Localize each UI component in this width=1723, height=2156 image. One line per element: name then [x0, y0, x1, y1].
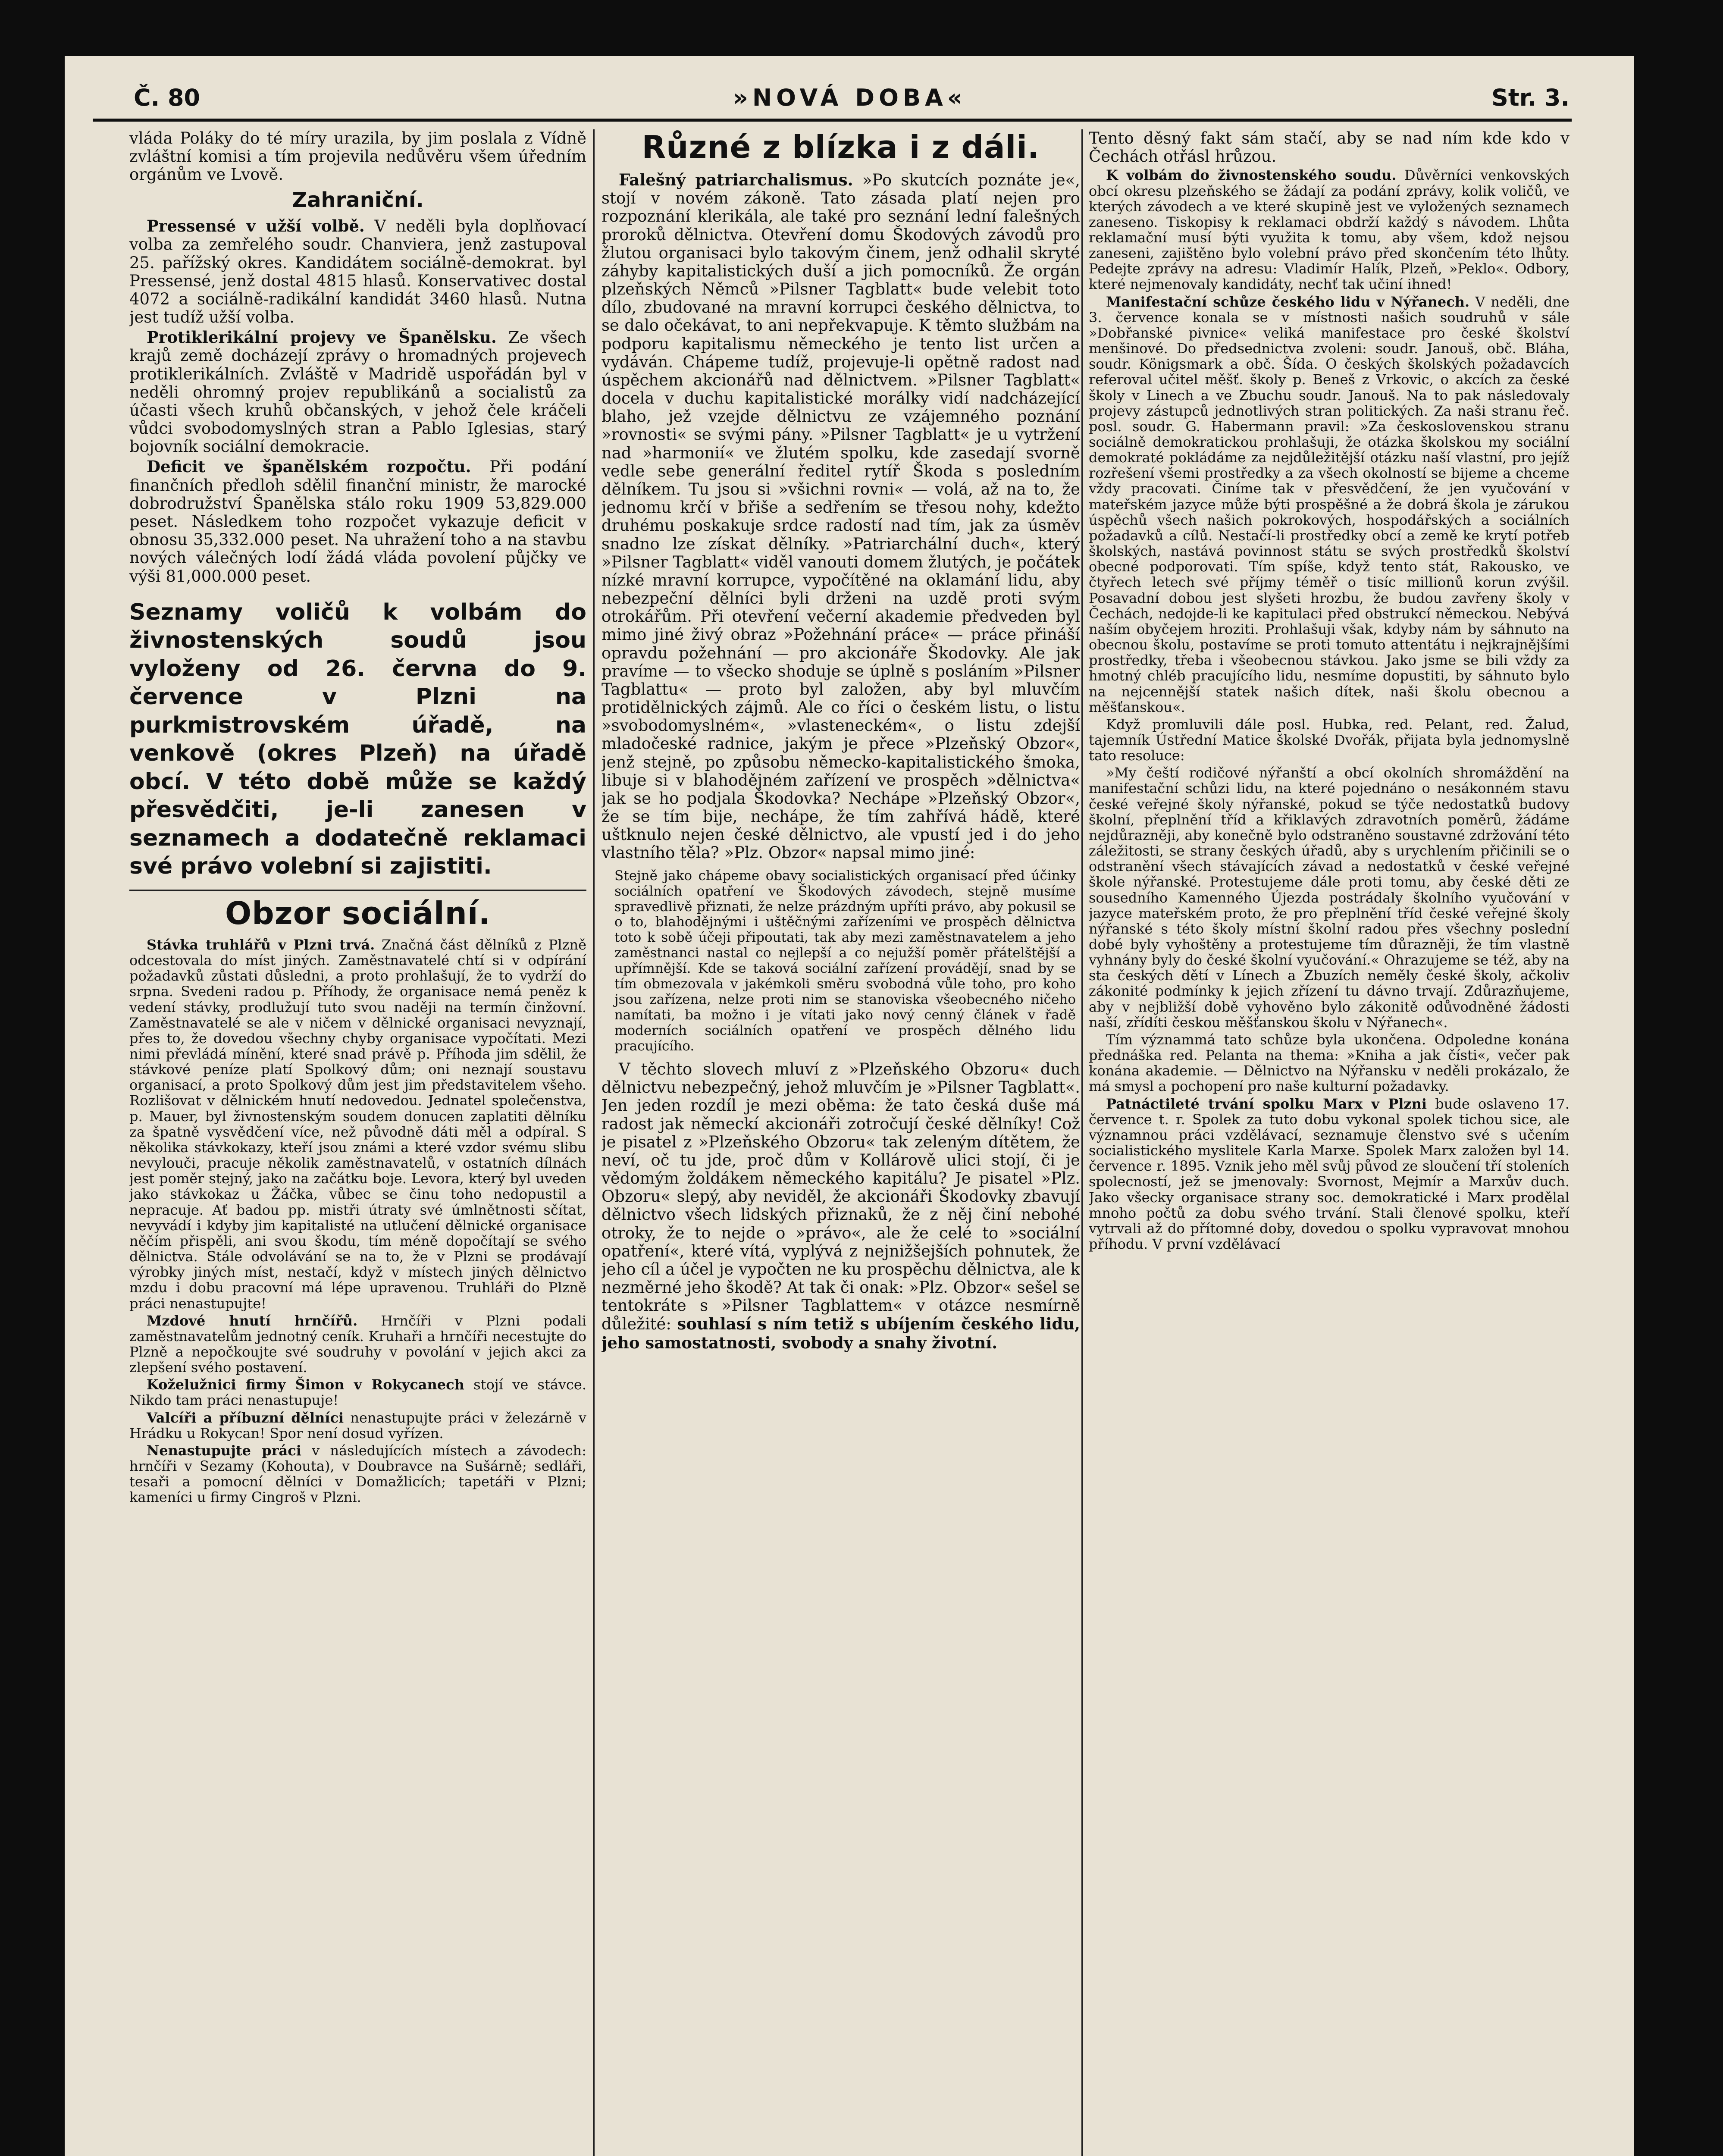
voter-lists-notice: Seznamy voličů k volbám do živnostenských soudů jsou vyloženy od 26. června do 9. července v Plzni na purkmistrovském úřadě, na venkově (okres Plzeň) na úřadě obcí. V této době může se každý přesvědčiti, je-li zanesen v seznamech a dodatečně reklamaci své právo volební si zajistiti. — [129, 599, 586, 880]
column-3 — [1089, 129, 1569, 2156]
news-item: K volbám do živnostenského soudu. Důvěrníci venkovských obcí okresu plzeňského se žádají za podání zprávy, kolik voličů, ve kterých závodech a ve které skupině jest ve vyložených seznamech zaneseno. Tiskopisy k reklamaci obdrží každý s návodem. Lhůta reklamační musí býti využita k tomu, aby všem, kdož nejsou zaneseni, zajištěno bylo volební právo před skončením této lhůty. Pedejte zprávy na adresu: Vladimír Halík, Plzeň, »Peklo«. Odbory, které nejmenovaly kandidáty, nechť tak učiní ihned! — [1089, 167, 1569, 293]
newspaper-title: »NOVÁ DOBA« — [733, 84, 967, 111]
news-paragraph: Když promluvili dále posl. Hubka, red. Pelant, red. Žalud, tajemník Ústřední Matice školské Dvořák, přijata byla jednomyslně tato resoluce: — [1089, 716, 1569, 764]
issue-number: Č. 80 — [134, 84, 200, 111]
quoted-excerpt: Stejně jako chápeme obavy socialistických organisací před účinky sociálních opatření ve Škodových závodech, stejně musíme spravedlivě přiznati, že nelze prázdným upříti právo, aby pokusil se o to, blahodějnými i uštěčnými zařízeními ve prospěch dělnictva toto k sobě účeji připoutati, tak aby mezi zaměstnavatelem a jeho zaměstnanci nastal co nejlepší a co nejužší poměr přátelštější a upřímnější. Kde se taková sociální zařízení provádějí, snad by se tím obmezovala v jakémkoli směru svobodná vůle toho, pro koho jsou zařízena, nelze proti nim se stanoviska všeobecného ničeho namítati, ba možno i je vítati jako nový cenný článek v řadě moderních sociálních opatření ve prospěch dělného lidu pracujícího. — [614, 868, 1076, 1054]
news-item: Falešný patriarchalismus. »Po skutcích poznáte je«, stojí v novém zákoně. Tato zásada platí nejen pro rozpoznání klerikála, ale také pro seznání lední falešných proroků dělnictva. Otevření domu Škodových závodů pro žlutou organisaci bylo takovým činem, jenž odhalil skryté záhyby kapitalistických duší a jich pomocníků. Že orgán plzeňských Němců »Pilsner Tagblatt« bude velebit toto dílo, zbudované na mravní korrupci českého dělnictva, to se dalo očekávat, to ani nepřekvapuje. K těmto službám na podporu kapitalismu německého je tento list určen a vydáván. Chápeme tudíž, projevuje-li opětně radost nad úspěchem akcionářů nad dělnictvem. »Pilsner Tagblatt« docela v duchu kapitalistické morálky vidí nadcházející blaho, jež vzejde dělnictvu ze vzájemného poznání »rovnosti« se svými pány. »Pilsner Tagblatt« je u vytržení nad »harmonií« ve žlutém spolku, kde zasedají svorně vedle sebe generální ředitel rytíř Škoda s posledním dělníkem. Tu jsou si »všichni rovni« — volá, až na to, že jednomu krčí v břiše a sedřením se třesou nohy, kdežto druhému poskakuje srdce radostí nad tím, jak za úsměv snadno lze získat dělníky. »Patriarchální duch«, který »Pilsner Tagblatt« viděl vanouti domem žlutých, je počátek nízké mravní korrupce, vypočítěné na oklamání lidu, aby nebezpeční dělníci byli drženi na uzdě proti svým otrokářům. Při otevření večerní akademie předveden byl mimo jiné živý obraz »Požehnání práce« — práce přináší opravdu požehnání — pro akcionáře Škodovky. Ale jak pravíme — to všecko shoduje se úplně s posláním »Pilsner Tagblattu« — proto byl založen, aby byl mluvčím protidělnických zájmů. Ale co říci o českém listu, o listu »svobodomyslném«, »vlasteneckém«, o listu zdejší mladočeské radnice, jakým je přece »Plzeňský Obzor«, jenž stejně, po způsobu německo-kapitalistického šmoka, libuje si v blahodějném zařízení ve prospěch »dělnictva« jak se ho podjala Škodovka? Nechápe »Plzeňský Obzor«, že se tím bije, nechápe, že tím zahřívá hádě, které uštknulo nejen české dělnictvo, ale vpustí jed i do jeho vlastního těla? »Plz. Obzor« napsal mimo jiné: — [601, 170, 1080, 862]
column-1 — [129, 129, 586, 2156]
news-item: Mzdové hnutí hrnčířů. Hrnčíři v Plzni podali zaměstnavatelům jednotný ceník. Kruhaři a hrnčíři necestujte do Plzně a nepočkoujte své soudruhy v povolání v jejich akci za zlepšení svého postavení. — [129, 1312, 586, 1376]
news-item: Valcíři a příbuzní dělníci nenastupujte práci v železárně v Hrádku u Rokycan! Spor není dosud vyřízen. — [129, 1409, 586, 1442]
resolution-text: »My čeští rodičové nýřanští a obcí okolních shromáždění na manifestační schůzi lidu, na které pojednáno o nesákonném stavu české veřejné školy nýřanské, pokud se týče nedostatků budovy školní, přeplnění tříd a křiklavých zdravotních poměrů, žádáme nejdůrazněji, aby konečně bylo odstraněno soustavné zdržování této záležitosti, se strany českých úřadů, aby s urychlením přičinili se o odstranění všech stávajících závad a nedostatků v české veřejné škole nýřanské. Protestujeme dále proti tomu, aby české děti ze sousedního Kamenného Újezda postrádaly školního vyučování v jazyce mateřském proto, že pro přeplnění tříd české veřejné školy nýřanské s této školy místní školní radou přes všechny poslední dobé byly vyhoštěny a protestujeme tím důrazněji, že tím vlastně vyhnány byly do české školní vyučování.« Ohrazujeme se též, aby na sta českých dětí v Línech a Zbuzích neměly české školy, ačkoliv zákonité podmínky k jejich zřízení tu dávno trvají. Zdůrazňujeme, aby v nejbližší době vyhověno bylo zákonitě odůvodněné žádosti naší, zřídíti českou měšťanskou školu v Nýřanech«. — [1089, 765, 1569, 1031]
news-item: Nenastupujte práci v následujících místech a závodech: hrnčíři v Sezamy (Kohouta), v Doubravce na Sušárně; sedláři, tesaři a pomocní dělníci v Domažlicích; tapetáři v Plzni; kameníci u firmy Cingroš v Plzni. — [129, 1442, 586, 1506]
page-header — [99, 84, 1569, 119]
header-rule — [93, 119, 1572, 122]
intro-paragraph: Tento děsný fakt sám stačí, aby se nad ním kde kdo v Čechách otřásl hrůzou. — [1089, 129, 1569, 166]
column-rule-2 — [1081, 129, 1083, 2156]
news-item: Protiklerikální projevy ve Španělsku. Ze všech krajů země docházejí zprávy o hromadných projevech protiklerikálních. Zvláště v Madridě uspořádán byl v neděli ohromný projev republikánů a socialistů za účasti všech kruhů občanských, v jehož čele kráčeli vůdci svobodomyslných stran a Pablo Iglesias, starý bojovník sociální demokracie. — [129, 328, 586, 456]
divider — [129, 890, 586, 891]
news-item: Deficit ve španělském rozpočtu. Při podání finančních předloh sdělil finanční ministr, že marocké dobrodružství Španělska stálo roku 1909 53,829.000 peset. Následkem toho rozpočet vykazuje deficit v obnosu 35,332.000 peset. Na uhražení toho a na stavbu nových válečných lodí žádá vláda povolení půjčky ve výši 81,000.000 peset. — [129, 457, 586, 586]
column-rule-1 — [593, 129, 595, 2156]
section-foreign-heading: Zahraniční. — [292, 188, 424, 212]
section-misc-heading: Různé z blízka i z dáli. — [642, 129, 1040, 165]
section-social-heading: Obzor sociální. — [225, 895, 491, 931]
column-2 — [601, 129, 1080, 2156]
news-item: Manifestační schůze českého lidu v Nýřanech. V neděli, dne 3. července konala se v místnosti našich soudruhů v sále »Dobřanské pivnice« veliká manifestace pro české školství menšinové. Do předsednictva zvoleni: soudr. Janouš, obč. Bláha, soudr. Königsmark a obč. Šída. O českých školských požadavcích referoval učitel měšť. školy p. Beneš z Vrkovic, o akcích za české školy v Linech a ve Zbuchu soudr. Janouš. Na to pak následovaly projevy zástupců jednotlivých stran politických. Za naši stranu řeč. posl. soudr. G. Habermann pravil: »Za československou stranu sociálně demokratickou prohlašuji, že otázka školskou my sociální demokraté pokládáme za nejdůležitější otázku naší vlastní, pro jejíž rozřešení všemi prostředky a za všech okolností se bijeme a chceme vždy pracovati. Činíme tak v přesvědčení, že jen vyučování v mateřském jazyce může býti prospěšné a že dobrá škola je zárukou úspěchů všech našich pokrokových, hospodářských a sociálních požadavků a cílů. Nestačí-li prostředky obcí a země ke krytí potřeb školských, nastává povinnost státu se svých prostředků školství obecné podporovati. Tím spíše, když tento stát, Rakousko, ve čtyřech letech své příjmy téměř o tisíc millionů korun zvýšil. Posavadní dobou jest slyšeti hrozbu, že budou zavřeny školy v Čechách, nedojde-li ke kapitulaci před obstrukcí německou. Nebývá naším obyčejem hroziti. Prohlašuji však, kdyby nám by sáhnuto na obecnou školu, postavíme se proti tomuto attentátu i nejkrajnějšími prostředky, třeba i všeobecnou stávkou. Jako jsme se bili vždy za hmotný chléb pracujícího lidu, nesmíme dopustiti, by sáhnuto bylo na nejcennější statek našich dítek, naši školu obecnou a měšťanskou«. — [1089, 293, 1569, 715]
news-item: Stávka truhlářů v Plzni trvá. Značná část dělníků z Plzně odcestovala do míst jiných. Zaměstnavatelé chtí si v odpírání požadavků zůstati důsledni, a proto prohlašují, že to vydrží do srpna. Svedeni radou p. Příhody, že organisace nemá peněz k vedení stávky, prodlužují tuto svou naději na termín činžovní. Zaměstnavatelé se ale v ničem v dělnické organisaci nevyznají, přes to, že dovedou všechny chyby organisace vypočítati. Mezi nimi převládá mínění, které snad právě p. Příhoda jim sdělil, že stávkové peníze platí Spolkový dům; oni neznají soustavu organisací, a proto Spolkový dům jest jim představitelem všeho. Rozlišovat v dělnickém hnutí nedovedou. Jednatel společenstva, p. Mauer, byl živnostenským soudem donucen zaplatiti dělníku za špatně vysvědčení více, než původně dáti měl a odpíral. S několika stávkokazy, kteří jsou známi a které vzdor svému slibu nevylouči, pracuje několik zaměstnavatelů, v ostatních dílnách jest poměr stejný, jako na začátku boje. Levora, který byl uveden jako stávkokaz u Žáčka, vůbec se činu toho nedopustil a nepracuje. Ať badou pp. mistři útraty své úmlnětnosti sčítat, nevyvádí i kdyby jim kapitalisté na utlučení dělnické organisace něčím přispěli, ani svou škodu, tím méně dopočítají se svého dělnictva. Stále odvolávání se na to, že v Plzni se prodávají výrobky jiných míst, nestačí, když v místech jiných dělnictvo mzdu i dobu pracovní má lépe upravenou. Truhláři do Plzně práci nenastupujte! — [129, 936, 586, 1312]
news-item: Koželužnici firmy Šimon v Rokycanech stojí ve stávce. Nikdo tam práci nenastupuje! — [129, 1376, 586, 1409]
news-item: Pressensé v užší volbě. V neděli byla doplňovací volba za zemřelého soudr. Chanviera, jenž zastupoval 25. pařížský okres. Kandidátem sociálně-demokrat. byl Pressensé, jenž dostal 4815 hlasů. Konservativec dostal 4072 a sociálně-radikální kandidát 3460 hlasů. Nutna jest tudíž užší volba. — [129, 216, 586, 327]
page-number: Str. 3. — [1491, 84, 1569, 111]
news-paragraph: Tím význammá tato schůze byla ukončena. Odpoledne konána přednáška red. Pelanta na thema: »Kniha a jak čísti«, večer pak konána akademie. — Dělnictvo na Nýřansku v neděli prokázalo, že má smysl a pochopení pro naše kulturní požadavky. — [1089, 1031, 1569, 1095]
news-item: Patnáctileté trvání spolku Marx v Plzni bude oslaveno 17. července t. r. Spolek za tuto dobu vykonal spolek tichou sice, ale významnou práci vzdělávací, seznamuje členstvo své s učením socialistického myslitele Karla Marxe. Spolek Marx založen byl 14. července r. 1895. Vznik jeho měl svůj původ ze sloučení tří stoleních spolecností, jež se jmenovaly: Svornost, Mejmír a Marxův duch. Jako všecky organisace strany soc. demokratické i Marx prodělal mnoho počtů za dobu svého trvání. Stali členové spolku, kteří vytrvali až do přítomné doby, dovedou o spolku vypravovat mnohou příhodu. V první vzdělávací — [1089, 1095, 1569, 1252]
intro-paragraph: vláda Poláky do té míry urazila, by jim poslala z Vídně zvláštní komisi a tím projevila nedůvěru všem úředním orgánům ve Lvově. — [129, 129, 586, 184]
news-paragraph: V těchto slovech mluví z »Plzeňského Obzoru« duch dělnictvu nebezpečný, jehož mluvčím je »Pilsner Tagblatt«. Jen jeden rozdíl je mezi oběma: že tato česká duše má radost jak německí akcionáři zotročují české dělníky! Což je pisatel z »Plzeňského Obzoru« tak zeleným dítětem, že neví, oč tu jde, proč dům v Kollárově ulici stojí, či je vědomým žoldákem německého kapitálu? Je pisatel »Plz. Obzoru« slepý, aby neviděl, že akcionáři Škodovky zbavují dělnictvo všech lidských přiznaků, že z něj činí nebohé otroky, že to nejde o »právo«, ale že celé to »sociální opatření«, které vítá, vyplývá z nejnižšejších pohnutek, že jeho cíl a účel je vypočten ne ku prospěchu dělnictva, ale k nezměrné jeho škodě? At tak či onak: »Plz. Obzor« sešel se tentokráte s »Pilsner Tagblattem« v otázce nesmírně důležité: souhlasí s ním tetiž s ubíjením českého lidu, jeho samostatnosti, svobody a snahy životní. — [601, 1060, 1080, 1352]
